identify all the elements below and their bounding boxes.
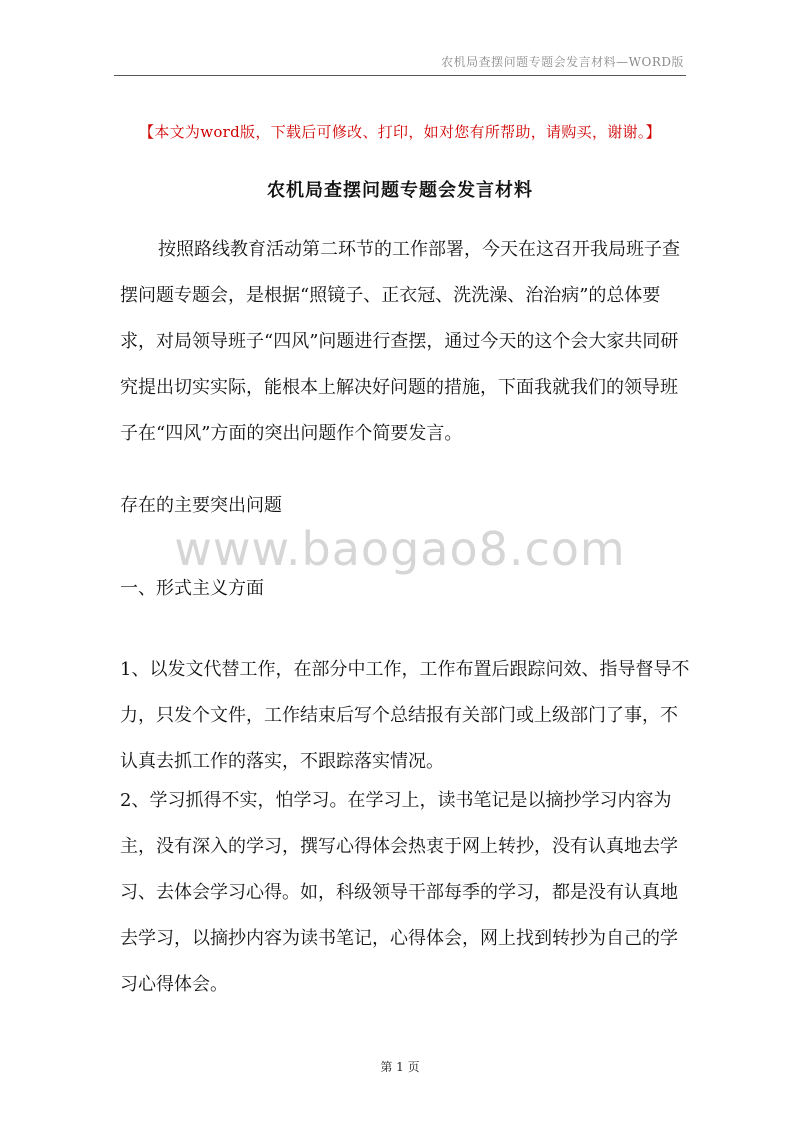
intro-paragraph: 按照路线教育活动第二环节的工作部署，今天在这召开我局班子查摆问题专题会，是根据“照镜子、正衣冠、洗洗澡、治治病”的总体要求，对局领导班子“四风”问题进行查摆，通过今天的这个会大家共同研究提出切实实际，能根本上解决好问题的措施，下面我就我们的领导班子在“四风”方面的突出问题作个简要发言。: [120, 239, 680, 444]
header-divider: [114, 75, 686, 76]
running-header: 农机局查摆问题专题会发言材料—WORD版: [441, 55, 684, 69]
subsection-heading: 一、形式主义方面: [120, 578, 264, 599]
page-number: 第 1 页: [380, 1060, 420, 1074]
purchase-notice: 【本文为word版，下载后可修改、打印，如对您有所帮助，请购买，谢谢。】: [139, 123, 661, 141]
list-item-1: 1、以发文代替工作，在部分中工作，工作布置后跟踪问效、指导督导不力，只发个文件，工作结束后写个总结报有关部门或上级部门了事，不认真去抓工作的落实，不跟踪落实情况。: [120, 659, 690, 772]
watermark: www.baogao8.com: [174, 522, 626, 576]
list-item-2: 2、学习抓得不实，怕学习。在学习上，读书笔记是以摘抄学习内容为主，没有深入的学习，撰写心得体会热衷于网上转抄，没有认真地去学习、去体会学习心得。如，科级领导干部每季的学习，都是没有认真地去学习，以摘抄内容为读书笔记，心得体会，网上找到转抄为自己的学习心得体会。: [120, 790, 678, 995]
document-title: 农机局查摆问题专题会发言材料: [267, 180, 533, 201]
section-heading: 存在的主要突出问题: [120, 495, 282, 516]
